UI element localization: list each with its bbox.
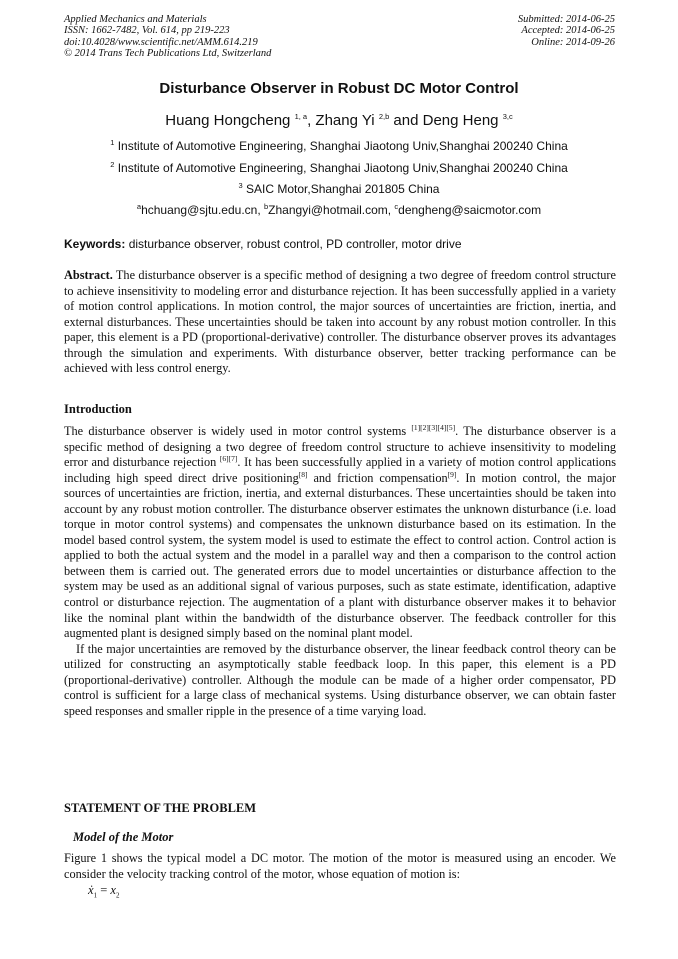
abstract-text: The disturbance observer is a specific method of designing a two degree of freedom control structure to achieve insensitivity to modeling error and disturbance rejection. It has been successfully applied in a variety of motion control applications. In motion control, the major sources of uncertainties are friction, inertia, and external disturbances. These uncertainties should be taken into account by any robust motion controller. In this paper, this element is a PD (proportional-derivative) controller. The disturbance observer proves its advantages through the simulation and experiments. With disturbance observer, better tracking performance can be achieved with less control energy.	[64, 268, 616, 376]
abstract-label: Abstract.	[64, 268, 113, 282]
journal-info	[64, 14, 271, 59]
author-2: Zhang Yi	[315, 112, 375, 129]
intro-text: . The disturbance observer is a specific method of designing a two degree of freedom control structure to achieve insensitivity to modeling error and disturbance rejection	[64, 424, 616, 470]
author-1-affil: 1, a	[294, 112, 308, 121]
author-1: Huang Hongcheng	[165, 112, 291, 129]
eq-op: =	[97, 883, 111, 897]
accepted-date: Accepted: 2014-06-25	[521, 25, 615, 37]
keywords-label: Keywords:	[64, 237, 126, 251]
eq-rhs: x	[110, 883, 116, 897]
citation: [1][2][3][4][5]	[411, 422, 456, 432]
eq-lhs-sub: 1	[93, 891, 98, 900]
citation: [8]	[298, 469, 308, 479]
keywords-text: disturbance observer, robust control, PD controller, motor drive	[125, 237, 462, 251]
model-subheading: Model of the Motor	[73, 830, 174, 844]
keywords	[64, 237, 616, 251]
author-list	[0, 112, 678, 129]
email-c[interactable]: dengheng@saicmotor.com	[398, 203, 542, 217]
equation-of-motion	[88, 883, 119, 900]
affiliation-text: Institute of Automotive Engineering, Shanghai Jiaotong Univ,Shanghai 200240 China	[114, 161, 568, 175]
email-b[interactable]: Zhangyi@hotmail.com,	[268, 203, 395, 217]
intro-text: . In motion control, the major sources of uncertainties are friction, inertia, and external disturbances. These uncertainties should be taken into account by any robust motion controller. The disturbance observer estimates the unknown disturbance (i.e. load torque in motor control systems) and compensates the unknown disturbance based on its estimation. In the model based control system, the system model is used to estimate the effect to control action. Control action is applied to both the actual system and the model in a parallel way and then a comparison to the control action between them is carried out. The generated errors due to model uncertainties or disturbance affection to the system may be used as an additional signal of various purposes, such as state estimate, identification, adaptive control or disturbance rejection. The augmentation of a plant with disturbance observer makes it to behavior like the nominal plant within the bandwidth of the disturbance observer. The feedback controller for this augmented plant is designed simply based on the nominal plant model.	[64, 470, 616, 641]
eq-lhs: ẋ	[88, 883, 94, 897]
email-a[interactable]: hchuang@sjtu.edu.cn,	[141, 203, 264, 217]
email-marker: c	[394, 202, 399, 211]
paper-title: Disturbance Observer in Robust DC Motor Control	[159, 80, 519, 97]
submission-dates	[518, 14, 615, 48]
abstract	[64, 268, 616, 377]
eq-rhs-sub: 2	[115, 891, 120, 900]
affiliation-num: 1	[110, 138, 115, 147]
affiliation-1	[0, 139, 678, 153]
citation: [9]	[447, 469, 457, 479]
affiliation-3	[0, 182, 678, 196]
introduction-heading: Introduction	[64, 402, 132, 416]
intro-text: The disturbance observer is widely used in motor control systems	[64, 424, 412, 438]
intro-text: . It has been successfully applied in a variety of motion control applications including high speed direct drive positioning	[64, 455, 616, 485]
affiliation-2	[0, 161, 678, 175]
author-emails	[0, 203, 678, 217]
affiliation-text: Institute of Automotive Engineering, Shanghai Jiaotong Univ,Shanghai 200240 China	[114, 139, 568, 153]
intro-text: and friction compensation	[307, 470, 448, 485]
email-marker: a	[136, 202, 142, 211]
author-3: Deng Heng	[422, 112, 499, 129]
author-2-affil: 2,b	[378, 112, 390, 121]
submitted-date: Submitted: 2014-06-25	[517, 14, 615, 25]
journal-doi[interactable]: doi:10.4028/www.scientific.net/AMM.614.219	[64, 36, 258, 48]
journal-copyright: © 2014 Trans Tech Publications Ltd, Switzerland	[64, 47, 272, 59]
intro-paragraph-1	[64, 424, 616, 642]
statement-heading: STATEMENT OF THE PROBLEM	[64, 801, 257, 815]
statement-body: Figure 1 shows the typical model a DC motor. The motion of the motor is measured using an encoder. We consider the velocity tracking control of the motor, whose equation of motion is:	[64, 851, 616, 881]
online-date: Online: 2014-09-26	[531, 36, 615, 48]
journal-issn: ISSN: 1662-7482, Vol. 614, pp 219-223	[64, 25, 230, 37]
author-sep: and	[389, 112, 423, 129]
affiliation-num: 3	[238, 181, 243, 190]
introduction-body	[64, 424, 616, 719]
citation: [6][7]	[219, 454, 238, 463]
affiliation-text: SAIC Motor,Shanghai 201805 China	[242, 182, 440, 196]
author-sep: ,	[307, 112, 316, 129]
affiliation-num: 2	[110, 160, 115, 169]
email-marker: b	[264, 202, 269, 211]
journal-name: Applied Mechanics and Materials	[64, 14, 207, 25]
intro-paragraph-2: If the major uncertainties are removed by the disturbance observer, the linear feedback control theory can be utilized for constructing an asymptotically stable feedback loop. In this paper, this element is a PD (proportional-derivative) controller. Although the module can be made of a higher order compensator, PD control is sufficient for a large class of mechanical systems. Using disturbance observer, we can obtain faster speed responses and smaller ripple in the presence of a time varying load.	[64, 641, 616, 718]
author-3-affil: 3,c	[502, 112, 513, 121]
